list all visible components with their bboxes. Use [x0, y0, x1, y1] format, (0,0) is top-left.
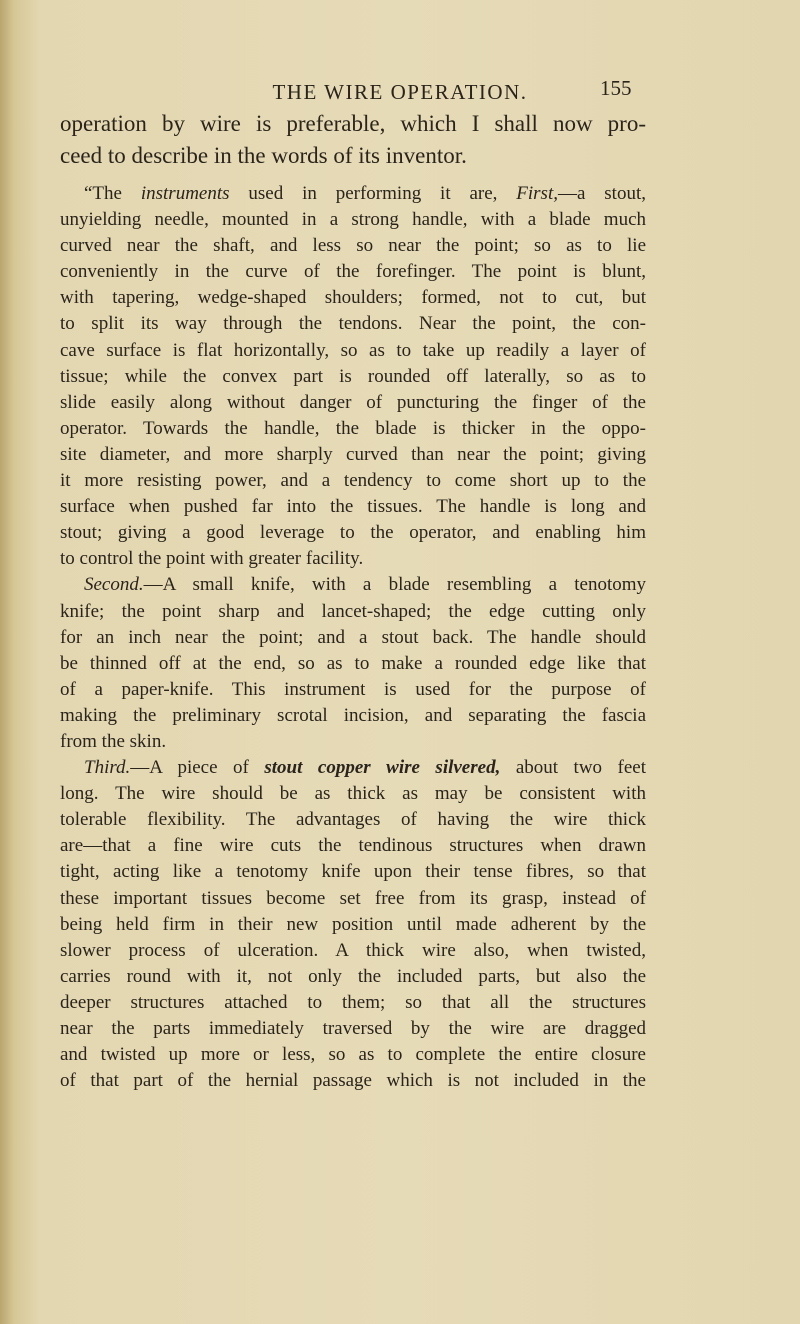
text-line: these important tissues become set free from its grasp, instead of — [60, 887, 646, 909]
lead-line: ceed to describe in the words of its inventor. — [60, 143, 467, 168]
text-line: with tapering, wedge-shaped shoulders; formed, not to cut, but — [60, 287, 646, 309]
text-line: long. The wire should be as thick as may be consistent with — [60, 783, 646, 805]
text-line: unyielding needle, mounted in a strong handle, with a blade much — [60, 209, 646, 231]
text-line: to split its way through the tendons. Near the point, the con- — [60, 313, 646, 335]
text-line: site diameter, and more sharply curved than near the point; giving — [60, 443, 646, 465]
emphasis-first: First, — [516, 183, 558, 204]
text-line: tight, acting like a tenotomy knife upon their tense fibres, so that — [60, 861, 646, 883]
paragraph-third-instrument — [60, 755, 646, 1094]
emphasis-second: Second. — [84, 574, 144, 596]
text-line: knife; the point sharp and lancet-shaped; the edge cutting only — [60, 600, 646, 622]
text-line: Second.—A small knife, with a blade resembling a tenotomy — [84, 574, 646, 596]
text-line: cave surface is flat horizontally, so as to take up readily a layer of — [60, 339, 646, 361]
text-line: and twisted up more or less, so as to complete the entire closure — [60, 1044, 646, 1066]
emphasis-stout-wire: stout copper wire silvered, — [264, 757, 501, 779]
text-line: conveniently in the curve of the forefinger. The point is blunt, — [60, 261, 646, 283]
text-line: near the parts immediately traversed by the wire are dragged — [60, 1018, 646, 1039]
text-line: it more resisting power, and a tendency to come short up to the — [60, 470, 646, 492]
body-text — [60, 181, 646, 1094]
text-line: of a paper-knife. This instrument is used for the purpose of — [60, 678, 646, 700]
text-line: tolerable flexibility. The advantages of having the wire thick — [60, 809, 646, 831]
text-line: being held firm in their new position until made adherent by the — [60, 913, 646, 935]
text-line: deeper structures attached to them; so that all the structures — [60, 991, 646, 1013]
text-line: be thinned off at the end, so as to make a rounded edge like that — [60, 652, 646, 674]
text-line: slower process of ulceration. A thick wire also, when twisted, — [60, 939, 646, 961]
lead-line: operation by wire is preferable, which I shall now pro- — [60, 111, 646, 136]
text-line: making the preliminary scrotal incision, and separating the fascia — [60, 704, 646, 726]
text-line: “The instruments used in performing it are, First,—a stout, — [84, 183, 646, 204]
text-line: stout; giving a good leverage to the operator, and enabling him — [60, 522, 646, 544]
lead-paragraph — [60, 108, 646, 172]
text-line: Third.—A piece of stout copper wire silvered, about two feet — [84, 757, 647, 779]
paragraph-second-instrument — [60, 572, 646, 755]
running-title: THE WIRE OPERATION. — [272, 80, 528, 104]
text-line: for an inch near the point; and a stout back. The handle should — [60, 626, 646, 648]
page-number: 155 — [600, 76, 632, 100]
text-line: to control the point with greater facility. — [60, 548, 364, 570]
emphasis-third: Third. — [84, 757, 131, 779]
paragraph-first-instrument — [60, 181, 646, 572]
text-line: slide easily along without danger of puncturing the finger of the — [60, 391, 646, 413]
running-head — [0, 76, 800, 110]
text-line: of that part of the hernial passage which is not included in the — [60, 1070, 646, 1092]
text-line: carries round with it, not only the included parts, but also the — [60, 965, 646, 987]
text-line: are—that a fine wire cuts the tendinous structures when drawn — [60, 835, 646, 857]
text-line: operator. Towards the handle, the blade is thicker in the oppo- — [60, 417, 646, 439]
emphasis-instruments: instruments — [140, 183, 230, 204]
text-line: from the skin. — [60, 730, 167, 752]
text-line: curved near the shaft, and less so near the point; so as to lie — [60, 235, 646, 257]
text-line: tissue; while the convex part is rounded off laterally, so as to — [60, 365, 646, 387]
text-line: surface when pushed far into the tissues. The handle is long and — [60, 496, 646, 518]
